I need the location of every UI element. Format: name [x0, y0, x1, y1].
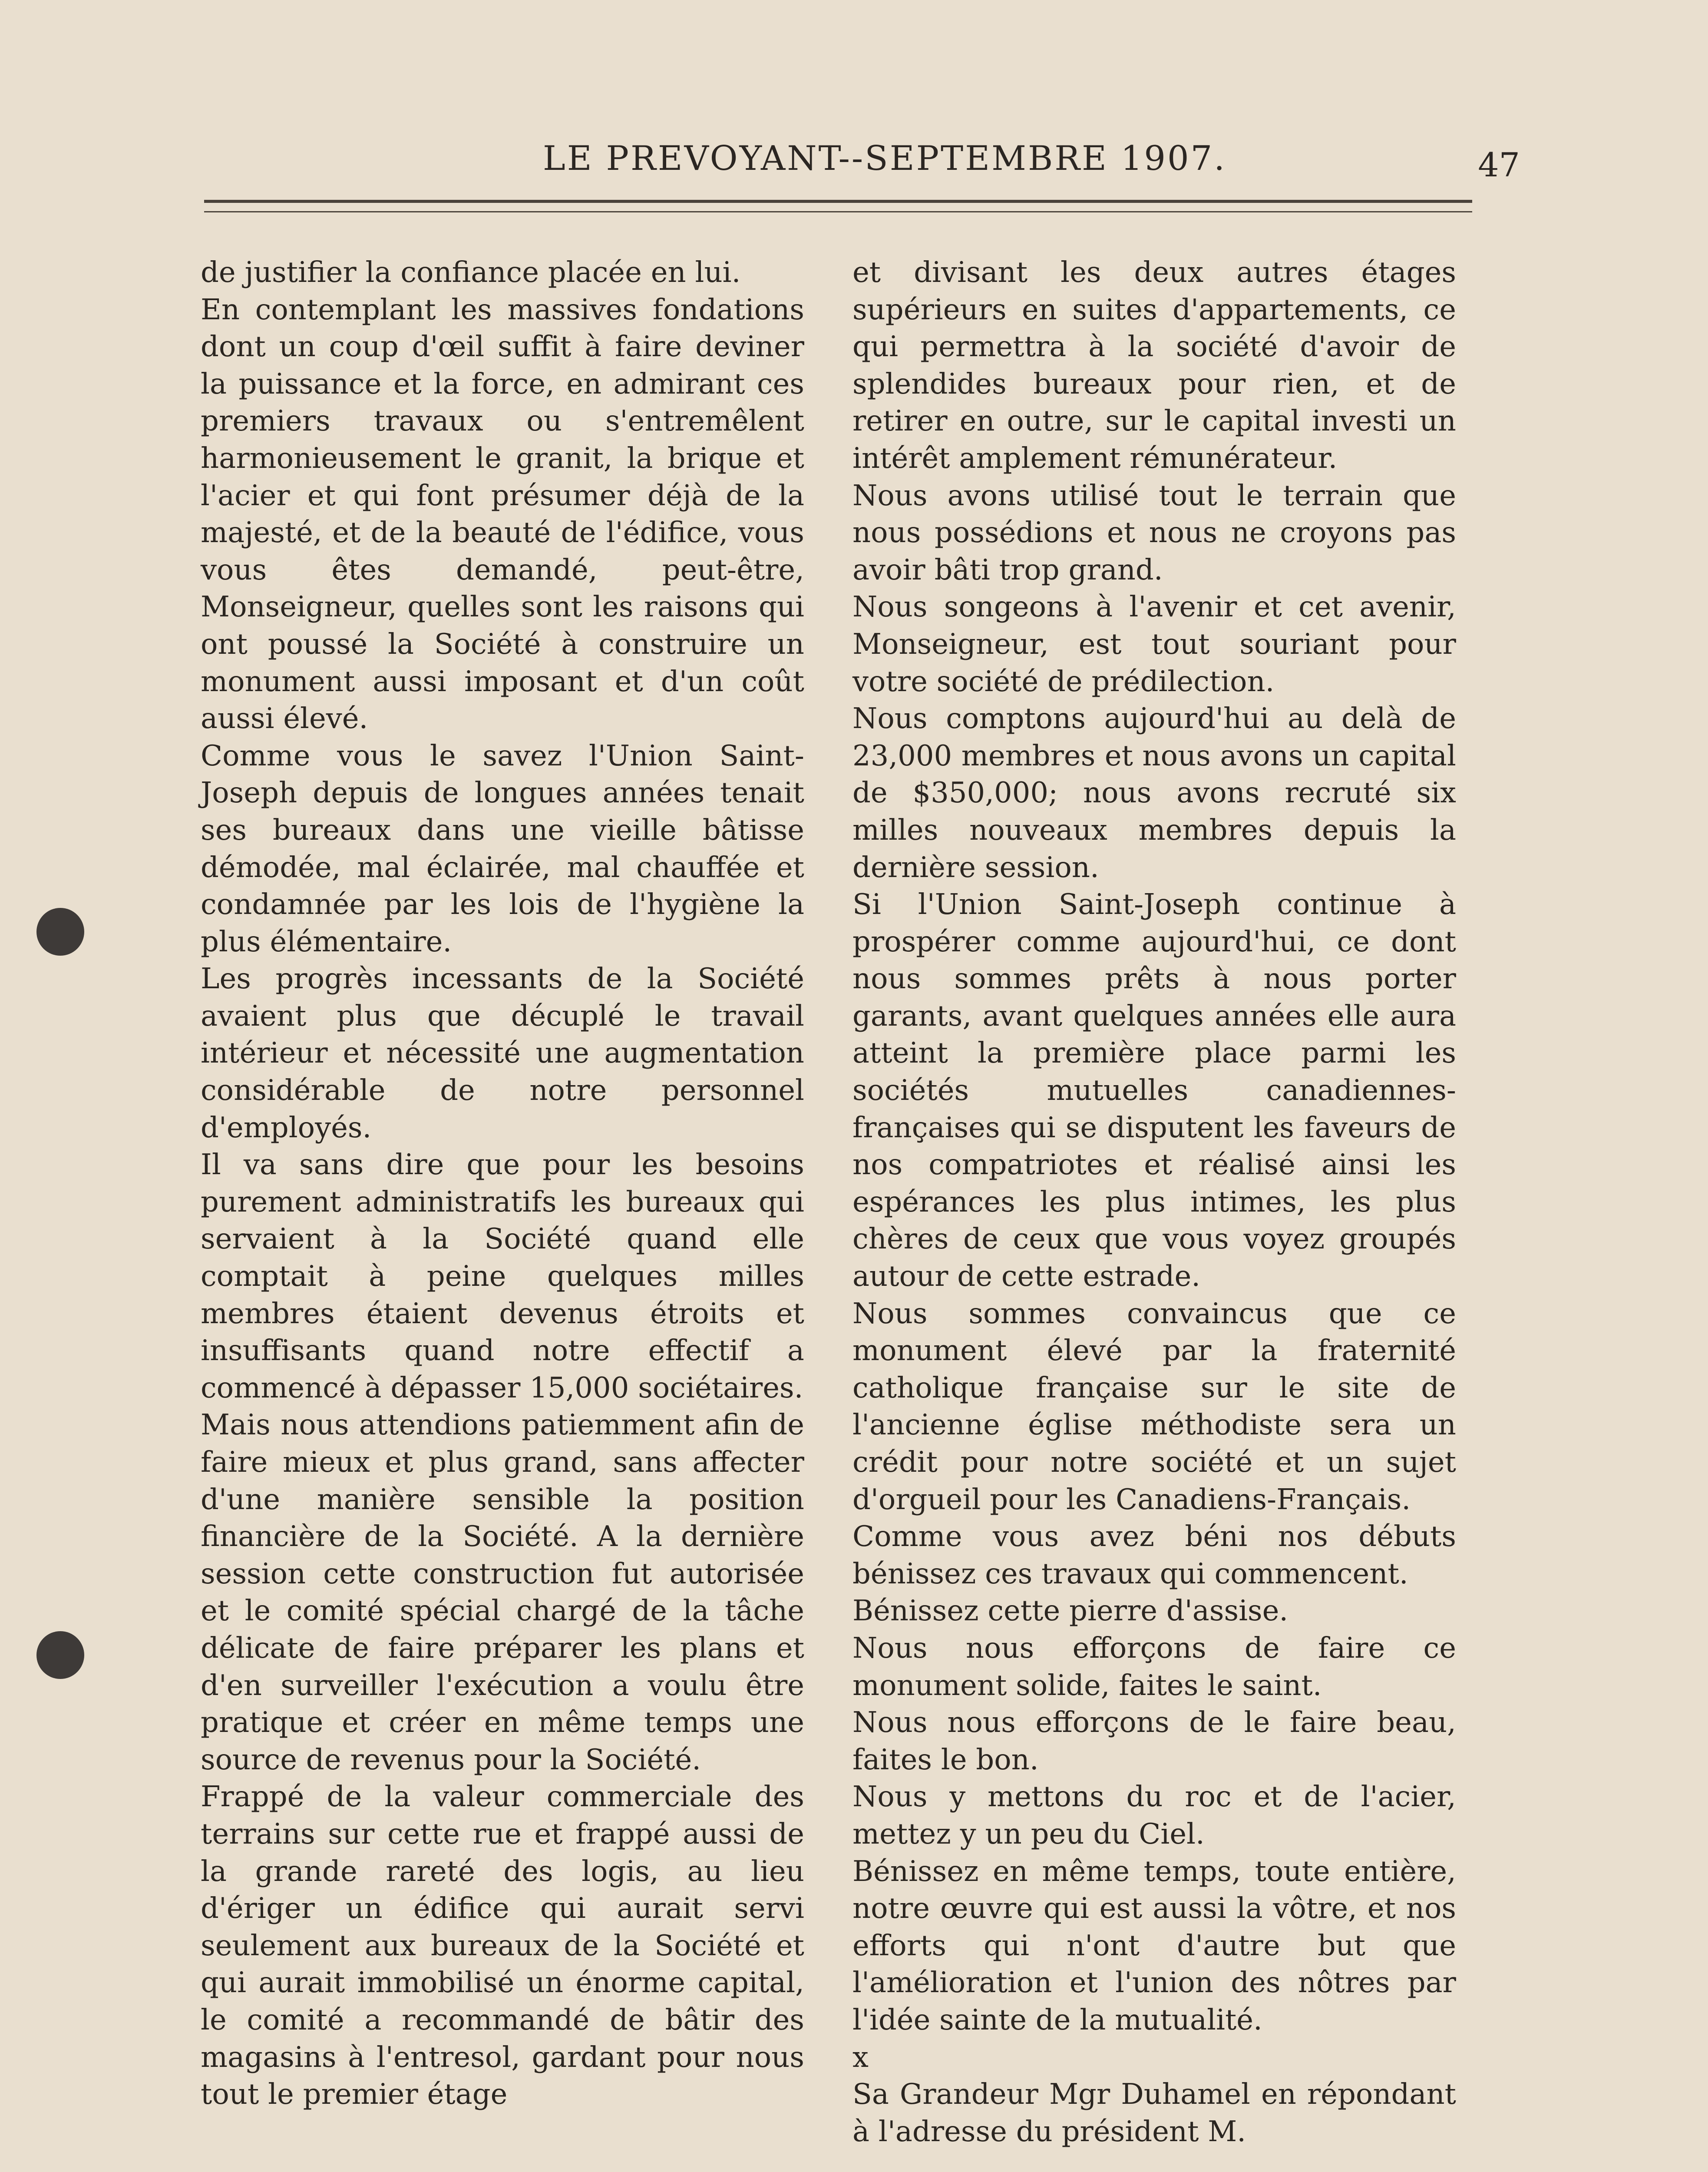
- text-column-left: de justifier la confiance placée en lui. En contemplant les massives fondations dont un coup d'œil suffit à faire deviner la puissance et la force, en admirant ces premiers travaux ou s'entremêlent harmonieusement le granit, la brique et l'acier et qui font présumer déjà de la majesté, et de la beauté de l'édifice, vous vous êtes demandé, peut-être, Monseigneur, quelles sont les raisons qui ont poussé la Société à construire un monument aussi imposant et d'un coût aussi élevé. Comme vous le savez l'Union Saint-Joseph depuis de longues années tenait ses bureaux dans une vieille bâtisse démodée, mal éclairée, mal chauffée et condamnée par les lois de l'hygiène la plus élémentaire. Les progrès incessants de la Société avaient plus que décuplé le travail intérieur et nécessité une augmentation considérable de notre personnel d'employés. Il va sans dire que pour les besoins purement administratifs les bureaux qui servaient à la Société quand elle comptait à peine quelques milles membres étaient devenus étroits et insuffisants quand notre effectif a commencé à dépasser 15,000 sociétaires. Mais nous attendions patiemment afin de faire mieux et plus grand, sans affecter d'une manière sensible la position financière de la Société. A la dernière session cette construction fut autorisée et le comité spécial chargé de la tâche délicate de faire préparer les plans et d'en surveiller l'exécution a voulu être pratique et créer en même temps une source de revenus pour la Société. Frappé de la valeur commerciale des terrains sur cette rue et frappé aussi de la grande rareté des logis, au lieu d'ériger un édifice qui aurait servi seulement aux bureaux de la Société et qui aurait immobilisé un énorme capital, le comité a recommandé de bâtir des magasins à l'entresol, gardant pour nous tout le premier étage: [201, 256, 804, 2111]
- running-title: LE PREVOYANT--SEPTEMBRE 1907.: [543, 139, 1227, 178]
- header-rule-thin: [204, 211, 1472, 212]
- text-column-right: et divisant les deux autres étages supérieurs en suites d'appartements, ce qui permettra à la société d'avoir de splendides bureaux pour rien, et de retirer en outre, sur le capital investi un intérêt amplement rémunérateur. Nous avons utilisé tout le terrain que nous possédions et nous ne croyons pas avoir bâti trop grand. Nous songeons à l'avenir et cet avenir, Monseigneur, est tout souriant pour votre société de prédilection. Nous comptons aujourd'hui au delà de 23,000 membres et nous avons un capital de $350,000; nous avons recruté six milles nouveaux membres depuis la dernière session. Si l'Union Saint-Joseph continue à prospérer comme aujourd'hui, ce dont nous sommes prêts à nous porter garants, avant quelques années elle aura atteint la première place parmi les sociétés mutuelles canadiennes-françaises qui se disputent les faveurs de nos compatriotes et réalisé ainsi les espérances les plus intimes, les plus chères de ceux que vous voyez groupés autour de cette estrade. Nous sommes convaincus que ce monument élevé par la fraternité catholique française sur le site de l'ancienne église méthodiste sera un crédit pour notre société et un sujet d'orgueil pour les Canadiens-Français. Comme vous avez béni nos débuts bénissez ces travaux qui commencent. Bénissez cette pierre d'assise. Nous nous efforçons de faire ce monument solide, faites le saint. Nous nous efforçons de le faire beau, faites le bon. Nous y mettons du roc et de l'acier, mettez y un peu du Ciel. Bénissez en même temps, toute entière, notre œuvre qui est aussi la vôtre, et nos efforts qui n'ont d'autre but que l'amélioration et l'union des nôtres par l'idée sainte de la mutualité. x Sa Grandeur Mgr Duhamel en répondant à l'adresse du président M.: [852, 256, 1456, 2148]
- binding-hole-lower: [36, 1631, 84, 1679]
- binding-hole-upper: [36, 908, 84, 956]
- page-number: 47: [1478, 146, 1520, 184]
- page-header: [204, 130, 1520, 184]
- header-rule-thick: [204, 200, 1472, 203]
